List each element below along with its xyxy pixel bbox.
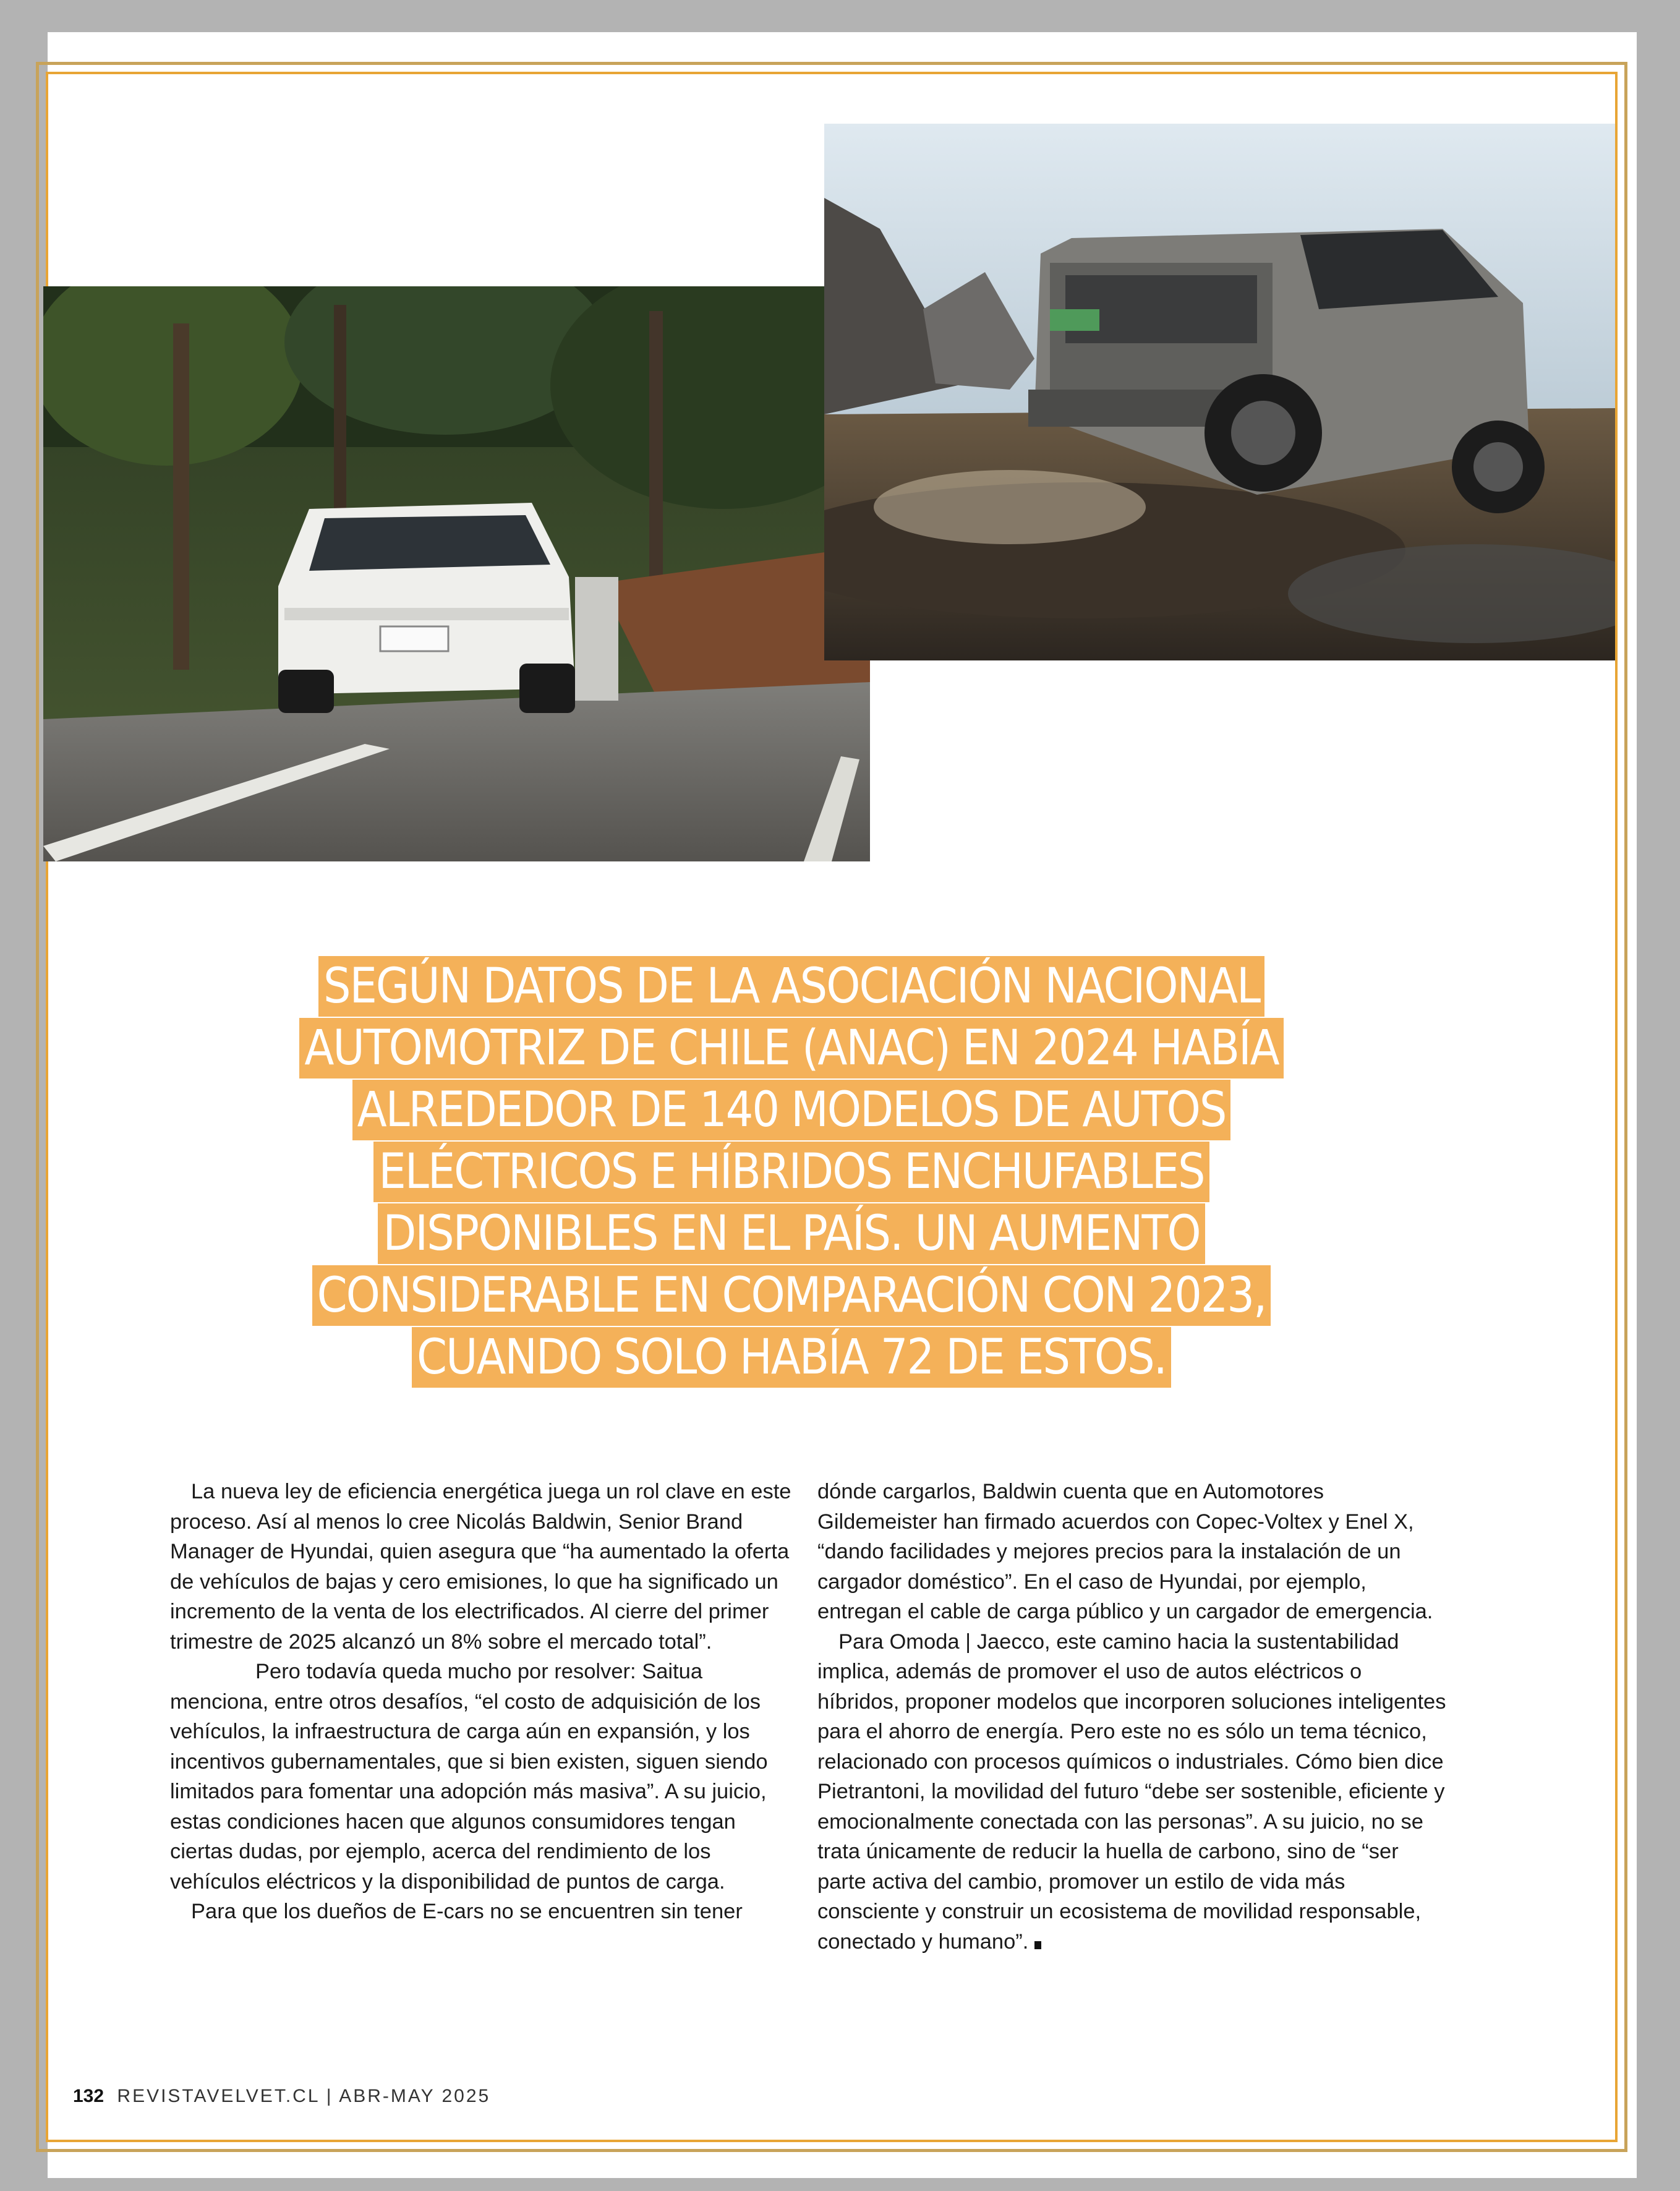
article-paragraph-final bbox=[817, 1627, 1448, 1957]
page-number: 132 bbox=[73, 2086, 104, 2106]
publication-info: REVISTAVELVET.CL | ABR-MAY 2025 bbox=[117, 2086, 491, 2106]
article-paragraph: dónde cargarlos, Baldwin cuenta que en Automotores Gildemeister han firmado acuerdos con Copec-Voltex y Enel X, “dando facilidades y mejores precios para la instalación de un cargador doméstico”. En el caso de Hyundai, por ejemplo, entregan el cable de carga público y un cargador de emergencia. bbox=[817, 1480, 1433, 1623]
end-of-article-mark bbox=[1034, 1941, 1041, 1949]
page-footer bbox=[73, 2086, 490, 2107]
pull-quote-text: SEGÚN DATOS DE LA ASOCIACIÓN NACIONAL AUTOMOTRIZ DE CHILE (ANAC) EN 2024 HABÍA ALREDEDOR DE 140 MODELOS DE AUTOS ELÉCTRICOS E HÍBRIDOS ENCHUFABLES DISPONIBLES EN EL PAÍS. UN AUMENTO CONSIDERABLE EN COMPARACIÓN CON 2023, CUANDO SOLO HABÍA 72 DE ESTOS. bbox=[299, 956, 1283, 1388]
article-paragraph: La nueva ley de eficiencia energética juega un rol clave en este proceso. Así al menos lo cree Nicolás Baldwin, Senior Brand Manager de Hyundai, quien asegura que “ha aumentado la oferta de vehículos de bajas y cero emisiones, lo que ha significado un incremento de la venta de los electrificados. Al cierre del primer trimestre de 2025 alcanzó un 8% sobre el mercado total”. bbox=[170, 1480, 791, 1654]
article-paragraph: Para que los dueños de E-cars no se encuentren sin tener bbox=[191, 1900, 743, 1923]
article-paragraph-text: Para Omoda | Jaecco, este camino hacia la sustentabilidad implica, además de promover el uso de autos eléctricos o híbridos, proponer modelos que incorporen soluciones inteligentes para el ahorro de energía. Pero este no es sólo un tema técnico, relacionado con procesos químicos o industriales. Cómo bien dice Pietrantoni, la movilidad del futuro “debe ser sostenible, eficiente y emocionalmente conectada con las personas”. A su juicio, no se trata únicamente de reducir la huella de carbono, sino de “ser parte activa del cambio, promover un estilo de vida más consciente y construir un ecosistema de movilidad responsable, conectado y humano”. bbox=[817, 1629, 1446, 1954]
photo-grey-offroad-suv bbox=[824, 124, 1615, 660]
article-column-right bbox=[817, 1477, 1448, 1957]
article-paragraph: Pero todavía queda mucho por resolver: Saitua menciona, entre otros desafíos, “el costo de adquisición de los vehículos, la infraestructura de carga aún en expansión, y los incentivos gubernamentales, que si bien existen, siguen siendo limitados para fomentar una adopción más masiva”. A su juicio, estas condiciones hacen que algunos consumidores tengan ciertas dudas, por ejemplo, acerca del rendimiento de los vehículos eléctricos y la disponibilidad de puntos de carga. bbox=[170, 1660, 768, 1894]
article-column-left bbox=[170, 1477, 801, 1927]
pull-quote bbox=[235, 955, 1348, 1388]
photo-white-suv-forest-road bbox=[43, 286, 870, 861]
